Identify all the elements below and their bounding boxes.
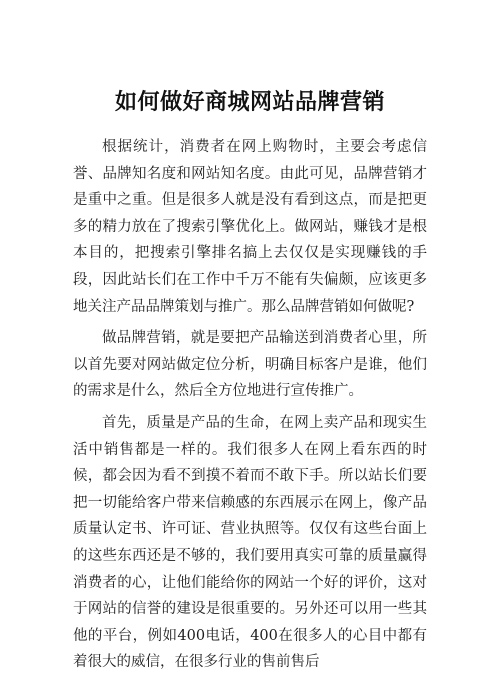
article-body	[73, 134, 427, 676]
article-title: 如何做好商城网站品牌营销	[114, 89, 385, 115]
article-paragraph: 根据统计，消费者在网上购物时，主要会考虑信誉、品牌知名度和网站知名度。由此可见，品牌营销才是重中之重。但是很多人就是没有看到这点，而是把更多的精力放在了搜索引擎优化上。做网站，赚钱才是根本目的，把搜索引擎排名搞上去仅仅是实现赚钱的手段，因此站长们在工作中千万不能有失偏颇，应该更多地关注产品品牌策划与推广。那么品牌营销如何做呢?	[73, 139, 427, 315]
article-paragraph: 首先，质量是产品的生命，在网上卖产品和现实生活中销售都是一样的。我们很多人在网上看东西的时候，都会因为看不到摸不着而不敢下手。所以站长们要把一切能给客户带来信赖感的东西展示在网上，像产品质量认定书、许可证、营业执照等。仅仅有这些台面上的这些东西还是不够的，我们要用真实可靠的质量赢得消费者的心，让他们能给你的网站一个好的评价，这对于网站的信誉的建设是很重要的。另外还可以用一些其他的平台，例如400电话，400在很多人的心目中都有着很大的威信，在很多行业的售前售后	[73, 414, 427, 671]
article-paragraph: 做品牌营销，就是要把产品输送到消费者心里，所以首先要对网站做定位分析，明确目标客户是谁，他们的需求是什么，然后全方位地进行宣传推广。	[73, 330, 427, 400]
